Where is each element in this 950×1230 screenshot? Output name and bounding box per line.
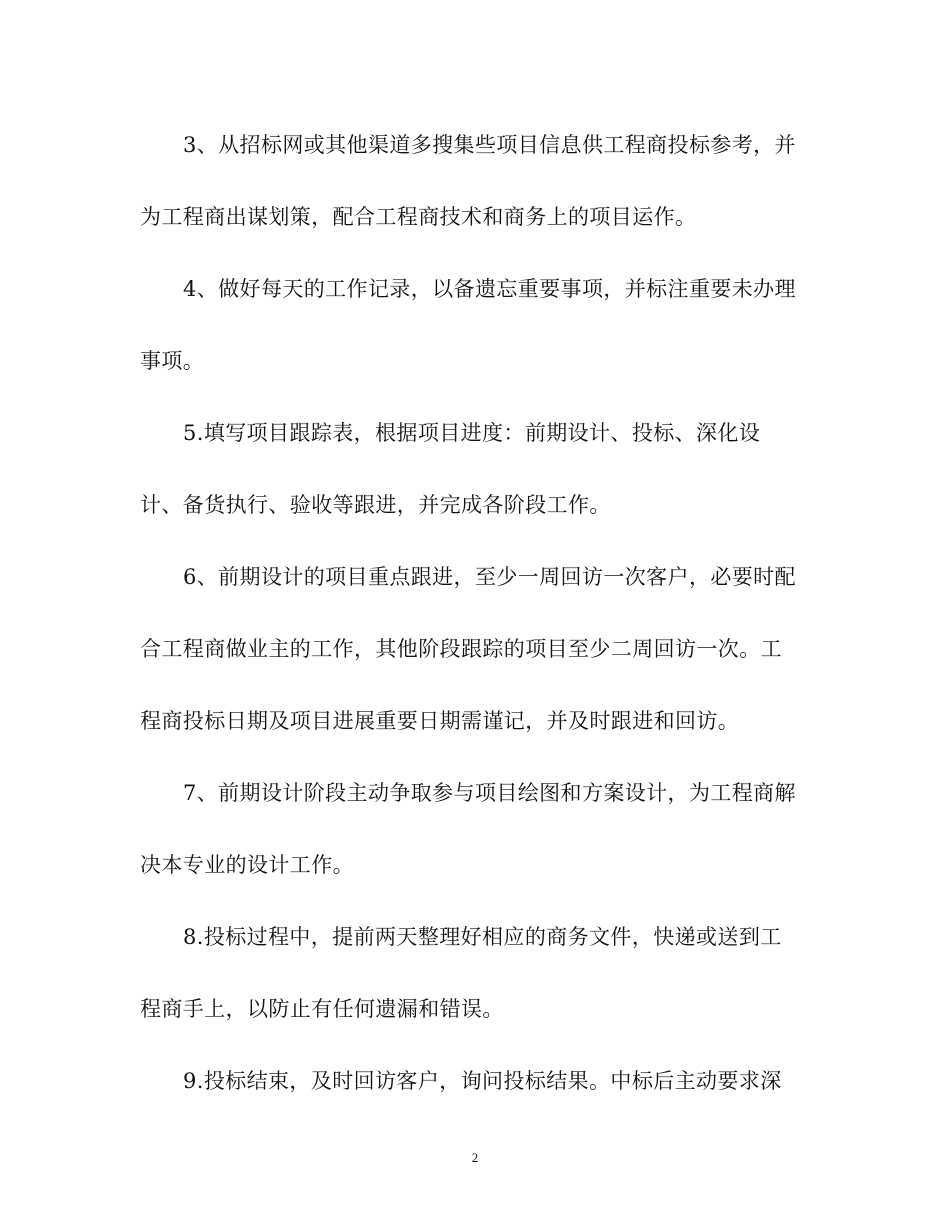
paragraph-4-line-2: 事项。: [140, 349, 205, 373]
paragraph-5-line-1: 5.填写项目跟踪表，根据项目进度：前期设计、投标、深化设: [183, 421, 761, 445]
paragraph-9-line-1: 9.投标结束，及时回访客户，询问投标结果。中标后主动要求深: [183, 1069, 782, 1093]
paragraph-7-line-2: 决本专业的设计工作。: [140, 853, 354, 877]
paragraph-5-line-2: 计、备货执行、验收等跟进，并完成各阶段工作。: [140, 493, 611, 517]
paragraph-6-line-1: 6、前期设计的项目重点跟进，至少一周回访一次客户，必要时配: [183, 565, 796, 589]
paragraph-4-line-1: 4、做好每天的工作记录，以备遗忘重要事项，并标注重要未办理: [183, 277, 796, 301]
paragraph-6-line-2: 合工程商做业主的工作，其他阶段跟踪的项目至少二周回访一次。工: [140, 637, 782, 661]
paragraph-7-line-1: 7、前期设计阶段主动争取参与项目绘图和方案设计，为工程商解: [183, 781, 796, 805]
paragraph-6-line-3: 程商投标日期及项目进展重要日期需谨记，并及时跟进和回访。: [140, 709, 740, 733]
paragraph-8-line-1: 8.投标过程中，提前两天整理好相应的商务文件，快递或送到工: [183, 925, 782, 949]
paragraph-8-line-2: 程商手上，以防止有任何遗漏和错误。: [140, 997, 504, 1021]
paragraph-3-line-2: 为工程商出谋划策，配合工程商技术和商务上的项目运作。: [140, 205, 697, 229]
paragraph-3-line-1: 3、从招标网或其他渠道多搜集些项目信息供工程商投标参考，并: [183, 133, 796, 157]
page-number: 2: [471, 1150, 479, 1165]
